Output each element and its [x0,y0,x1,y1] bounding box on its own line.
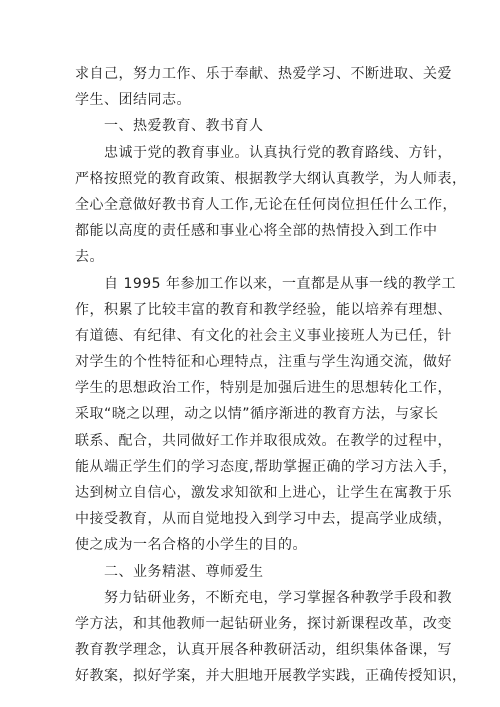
text-line: 好教案，拟好学案，并大胆地开展教学实践，正确传授知识， [75,668,467,685]
text-line: 忠诚于党的教育事业。认真执行党的教育路线、方针， [104,144,452,161]
text-line: 学方法，和其他教师一起钻研业务，探讨新课程改革，改变 [75,615,452,632]
text-line: 都能以高度的责任感和事业心将全部的热情投入到工作中 [75,223,438,240]
text-line: 自 1995 年参加工作以来，一直都是从事一线的教学工 [104,275,457,292]
document-body [75,61,467,690]
text-line: 二、业务精湛、尊师爱生 [104,563,264,580]
text-line: 学生、团结同志。 [75,92,191,109]
text-line: 去。 [75,249,104,266]
text-line: 达到树立自信心，激发求知欲和上进心，让学生在寓教于乐 [75,485,452,501]
text-line: 努力钻研业务，不断充电，学习掌握各种教学手段和教 [104,589,452,606]
text-line: 有道德、有纪律、有文化的社会主义事业接班人为已任，针 [75,327,452,344]
text-line: 求自己，努力工作、乐于奉献、热爱学习、不断进取、关爱 [75,66,452,82]
text-line: 全心全意做好教书育人工作,无论在任何岗位担任什么工作， [75,196,457,213]
text-line: 中接受教育，从而自觉地投入到学习中去，提高学业成绩， [75,511,452,528]
text-line: 能从端正学生们的学习态度,帮助掌握正确的学习方法入手， [75,458,457,475]
text-line: 作，积累了比较丰富的教育和教学经验，能以培养有理想、 [75,301,452,318]
text-line: 采取“晓之以理，动之以情”循序渐进的教育方法，与家长 [75,406,439,423]
text-line: 对学生的个性特征和心理特点，注重与学生沟通交流，做好 [75,354,452,371]
text-line: 一、热爱教育、教书育人 [104,118,264,135]
text-line: 学生的思想政治工作，特别是加强后进生的思想转化工作， [75,380,452,397]
text-line: 使之成为一名合格的小学生的目的。 [75,537,307,554]
text-line: 联系、配合，共同做好工作并取很成效。在教学的过程中， [75,432,452,449]
text-line: 严格按照党的教育政策、根据教学大纲认真教学，为人师表， [75,170,467,187]
text-line: 教育教学理念，认真开展各种教研活动，组织集体备课，写 [75,642,452,659]
